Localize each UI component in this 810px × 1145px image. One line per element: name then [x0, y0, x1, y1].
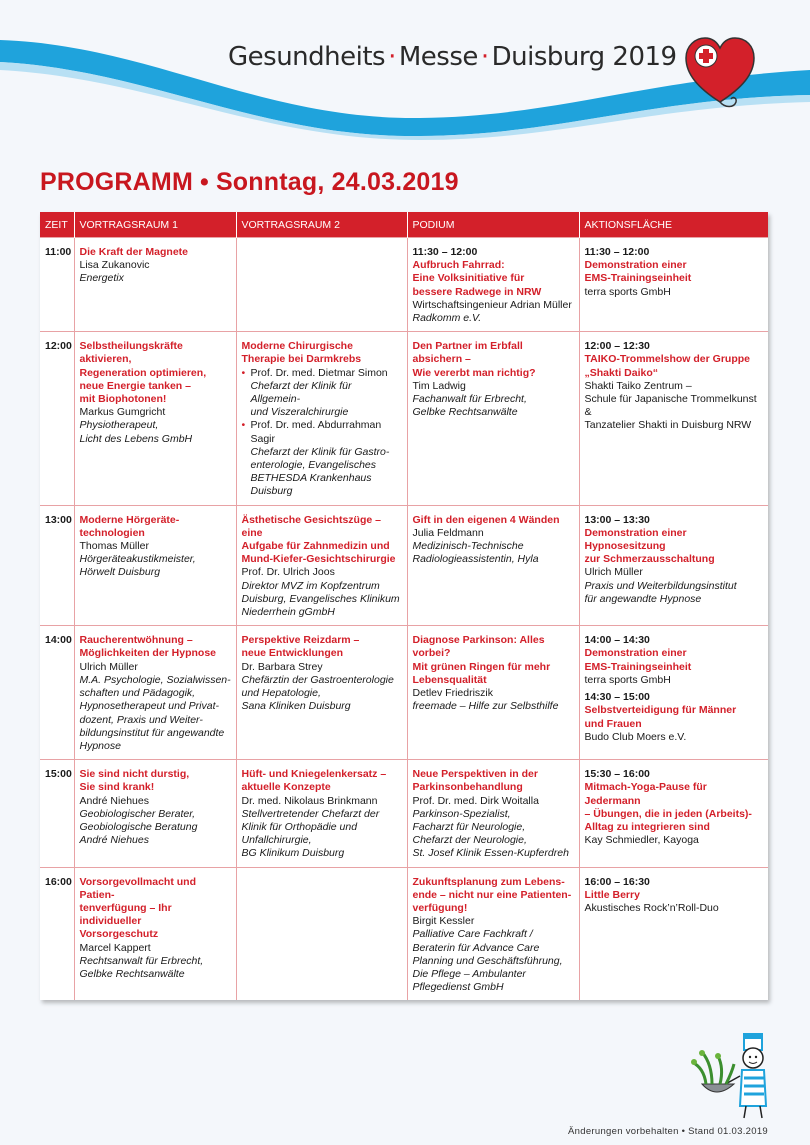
speaker-affiliation: Direktor MVZ im Kopfzentrum	[241, 579, 380, 592]
speaker-affiliation: Facharzt für Neurologie,	[412, 820, 526, 833]
page-title-date: Sonntag, 24.03.2019	[215, 168, 459, 196]
session-title: Moderne Chirurgische	[241, 340, 353, 353]
event-title-part-3: Duisburg 2019	[491, 42, 677, 72]
speaker-name: Dr. med. Nikolaus Brinkmann	[241, 794, 378, 807]
speaker-name: Ulrich Müller	[584, 566, 643, 579]
session-cell-podium	[407, 760, 579, 867]
bullet-icon: •	[241, 419, 246, 432]
mascot-chef-icon	[682, 1028, 774, 1120]
speaker-affiliation: Beraterin für Advance Care	[412, 941, 540, 954]
session-cell-podium	[407, 332, 579, 505]
column-header-action-area: AKTIONSFLÄCHE	[579, 212, 768, 238]
speaker-affiliation: für angewandte Hypnose	[584, 592, 702, 605]
speaker-affiliation: Duisburg, Evangelisches Klinikum	[241, 592, 400, 605]
speaker-text: BETHESDA Krankenhaus	[250, 472, 372, 485]
speaker-affiliation: schaften und Pädagogik,	[79, 687, 196, 700]
schedule-row	[40, 332, 768, 505]
speaker-affiliation: bildungsinstitut für angewandte	[79, 726, 225, 739]
session-title: Mit grünen Ringen für mehr	[412, 660, 551, 673]
session-title: Ästhetische Gesichtszüge – eine	[241, 513, 381, 539]
program-table	[40, 212, 768, 1000]
speaker-affiliation: Hypnose	[79, 739, 121, 752]
speaker-affiliation: Klinik für Orthopädie und	[241, 820, 358, 833]
speaker-name: terra sports GmbH	[584, 285, 671, 298]
speaker-affiliation: Medizinisch-Technische	[412, 540, 524, 553]
time-slot: 12:00	[40, 332, 74, 505]
speaker-affiliation: Niederrhein gGmbH	[241, 606, 335, 619]
speaker-affiliation: Rechtsanwalt für Erbrecht,	[79, 954, 204, 967]
session-cell-podium	[407, 867, 579, 1000]
session-cell-action-area	[579, 760, 768, 867]
session-title: Eine Volksinitiative für	[412, 272, 525, 285]
speaker-name: Markus Gumgricht	[79, 406, 166, 419]
session-title: Mitmach-Yoga-Pause für Jedermann	[584, 781, 707, 807]
speaker-affiliation: Parkinson-Spezialist,	[412, 807, 511, 820]
session-time: 12:00 – 12:30	[584, 340, 650, 353]
schedule-row	[40, 505, 768, 626]
session-cell-room-1	[74, 332, 236, 505]
speaker-affiliation: Radiologieassistentin, Hyla	[412, 553, 539, 566]
session-title: mit Biophotonen!	[79, 393, 167, 406]
speaker-affiliation: Fachanwalt für Erbrecht,	[412, 393, 527, 406]
footer-note: Änderungen vorbehalten • Stand 01.03.2019	[568, 1126, 768, 1137]
speaker-name: Akustisches Rock’n’Roll-Duo	[584, 901, 719, 914]
speaker-name: Thomas Müller	[79, 540, 149, 553]
session-title: Perspektive Reizdarm –	[241, 634, 360, 647]
event-title-separator-1: ·	[388, 42, 396, 72]
speaker-text: Duisburg	[250, 485, 293, 498]
speaker-name: Julia Feldmann	[412, 526, 484, 539]
session-title: Vorsorgevollmacht und Patien-	[79, 875, 196, 901]
speaker-name: Tanzatelier Shakti in Duisburg NRW	[584, 419, 752, 432]
speaker-affiliation: Gelbke Rechtsanwälte	[79, 967, 185, 980]
session-title: neue Entwicklungen	[241, 647, 344, 660]
speaker-name: Marcel Kappert	[79, 941, 151, 954]
speaker-affiliation: Physiotherapeut,	[79, 419, 159, 432]
column-header-room-1: VORTRAGSRAUM 1	[74, 212, 236, 238]
speaker-text: und Viszeralchirurgie	[250, 406, 349, 419]
session-cell-room-2	[236, 867, 407, 1000]
session-cell-room-2	[236, 238, 407, 332]
session-cell-action-area	[579, 505, 768, 626]
session-title: Die Kraft der Magnete	[79, 246, 189, 258]
speaker-name: Kay Schmiedler, Kayoga	[584, 834, 699, 847]
session-cell-podium	[407, 238, 579, 332]
session-title: und Frauen	[584, 717, 642, 730]
session-title: aktuelle Konzepte	[241, 781, 331, 794]
session-title: EMS-Trainingseinheit	[584, 660, 692, 673]
session-time: 14:00 – 14:30	[584, 634, 650, 647]
speaker-text: Chefarzt der Klinik für Allgemein-	[250, 379, 352, 406]
session-cell-action-area	[579, 626, 768, 760]
session-title: zur Schmerzausschaltung	[584, 553, 715, 566]
speaker-bullet-name	[242, 419, 403, 445]
speaker-affiliation: Chefärztin der Gastroenterologie	[241, 673, 394, 686]
session-cell-room-2	[236, 626, 407, 760]
session-title: Demonstration einer	[584, 259, 687, 272]
session-title: Aufbruch Fahrrad:	[412, 259, 505, 272]
speaker-bullet-affiliation	[242, 380, 403, 406]
speaker-bullet-name	[242, 367, 403, 380]
session-cell-podium	[407, 626, 579, 760]
session-cell-room-2	[236, 332, 407, 505]
session-title: ende – nicht nur eine Patienten-	[412, 888, 572, 901]
speaker-affiliation: Gelbke Rechtsanwälte	[412, 406, 518, 419]
session-title: Mund-Kiefer-Gesichtschirurgie	[241, 553, 396, 566]
speaker-name: Schule für Japanische Trommelkunst &	[584, 393, 757, 419]
speaker-affiliation: Chefarzt der Neurologie,	[412, 834, 527, 847]
speaker-affiliation: dozent, Praxis und Weiter-	[79, 713, 203, 726]
speaker-affiliation: freemade – Hilfe zur Selbsthilfe	[412, 700, 559, 713]
session-cell-room-1	[74, 867, 236, 1000]
session-title: EMS-Trainingseinheit	[584, 272, 692, 285]
session-title: Demonstration einer Hypnosesitzung	[584, 526, 687, 553]
session-title: TAIKO-Trommelshow der Gruppe	[584, 353, 750, 366]
page-title	[40, 168, 459, 197]
session-cell-podium	[407, 505, 579, 626]
session-title: Lebensqualität	[412, 673, 487, 686]
session-title: Sie sind krank!	[79, 781, 155, 794]
session-time: 16:00 – 16:30	[584, 875, 650, 888]
speaker-affiliation: Die Pflege – Ambulanter	[412, 967, 526, 980]
time-slot: 15:00	[40, 760, 74, 867]
speaker-affiliation: Stellvertretender Chefarzt der	[241, 807, 380, 820]
session-title: Diagnose Parkinson: Alles vorbei?	[412, 634, 545, 660]
session-title: tenverfügung – Ihr individueller	[79, 901, 172, 928]
session-title: neue Energie tanken –	[79, 379, 191, 392]
schedule-row	[40, 867, 768, 1000]
session-title: Zukunftsplanung zum Lebens-	[412, 875, 565, 888]
speaker-name: Dr. Barbara Strey	[241, 660, 323, 673]
session-title: Sie sind nicht durstig,	[79, 768, 190, 781]
event-title-separator-2: ·	[480, 42, 489, 72]
session-title: Alltag zu integrieren sind	[584, 820, 710, 833]
page-title-program: PROGRAMM	[40, 168, 193, 196]
speaker-affiliation: M.A. Psychologie, Sozialwissen-	[79, 673, 231, 686]
time-slot: 13:00	[40, 505, 74, 626]
speaker-bullet-affiliation	[242, 459, 403, 472]
session-title: „Shakti Daiko“	[584, 366, 659, 379]
session-title: Selbstverteidigung für Männer	[584, 704, 737, 717]
session-title: Neue Perspektiven in der	[412, 768, 538, 781]
speaker-affiliation: Geobiologischer Berater,	[79, 807, 196, 820]
event-title-part-1: Gesundheits	[228, 42, 386, 72]
session-time: 14:30 – 15:00	[584, 691, 650, 704]
speaker-name: Budo Club Moers e.V.	[584, 730, 687, 743]
speaker-affiliation: André Niehues	[79, 834, 149, 847]
speaker-name: Prof. Dr. Ulrich Joos	[241, 566, 335, 579]
schedule-row	[40, 760, 768, 867]
session-cell-room-2	[236, 505, 407, 626]
schedule-grid	[40, 212, 768, 1000]
speaker-bullet-affiliation	[242, 406, 403, 419]
session-title: technologien	[79, 526, 145, 539]
session-cell-room-1	[74, 238, 236, 332]
column-header-podium: PODIUM	[407, 212, 579, 238]
speaker-name: Wirtschaftsingenieur Adrian Müller	[412, 298, 572, 311]
speaker-affiliation: Licht des Lebens GmbH	[79, 432, 193, 445]
speaker-name: Lisa Zukanovic	[79, 259, 150, 272]
session-title: Den Partner im Erbfall absichern –	[412, 340, 523, 366]
speaker-affiliation: Hypnosetherapeut und Privat-	[79, 700, 219, 713]
speaker-name: Birgit Kessler	[412, 915, 475, 928]
speaker-text: Chefarzt der Klinik für Gastro-	[250, 445, 390, 458]
session-cell-room-1	[74, 626, 236, 760]
session-title: Hüft- und Kniegelenkersatz –	[241, 768, 387, 781]
speaker-affiliation: Pflegedienst GmbH	[412, 981, 504, 994]
speaker-affiliation: Praxis und Weiterbildungsinstitut	[584, 579, 737, 592]
speaker-text: Prof. Dr. med. Abdurrahman Sagir	[250, 419, 382, 445]
speaker-name: terra sports GmbH	[584, 673, 671, 686]
speaker-affiliation: Palliative Care Fachkraft /	[412, 928, 533, 941]
speaker-affiliation: Energetix	[79, 272, 124, 285]
session-cell-action-area	[579, 332, 768, 505]
session-title: Moderne Hörgeräte-	[79, 513, 180, 526]
speaker-affiliation: Unfallchirurgie,	[241, 834, 312, 847]
speaker-bullet-affiliation	[242, 472, 403, 485]
speaker-affiliation: Radkomm e.V.	[412, 312, 482, 325]
speaker-name: André Niehues	[79, 794, 149, 807]
session-title: verfügung!	[412, 901, 468, 914]
session-title: Selbstheilungskräfte aktivieren,	[79, 340, 183, 366]
schedule-row	[40, 626, 768, 760]
session-time: 13:00 – 13:30	[584, 513, 650, 526]
event-title-part-2: Messe	[398, 42, 478, 72]
session-title: Little Berry	[584, 888, 640, 901]
session-cell-action-area	[579, 867, 768, 1000]
speaker-affiliation: Hörwelt Duisburg	[79, 566, 161, 579]
session-cell-room-1	[74, 760, 236, 867]
header-row	[40, 212, 768, 238]
speaker-bullet-affiliation	[242, 446, 403, 459]
speaker-name: Shakti Taiko Zentrum –	[584, 379, 692, 392]
session-time: 11:30 – 12:00	[412, 246, 478, 258]
speaker-name: Ulrich Müller	[79, 660, 138, 673]
time-slot: 11:00	[40, 238, 74, 332]
speaker-text: enterologie, Evangelisches	[250, 459, 376, 472]
schedule-row	[40, 238, 768, 332]
heart-logo-icon	[680, 30, 760, 110]
speaker-affiliation: BG Klinikum Duisburg	[241, 847, 345, 860]
speaker-affiliation: St. Josef Klinik Essen-Kupferdreh	[412, 847, 569, 860]
column-header-time: ZEIT	[40, 212, 74, 238]
speaker-text: Prof. Dr. med. Dietmar Simon	[250, 366, 388, 379]
session-title: Möglichkeiten der Hypnose	[79, 647, 217, 660]
session-cell-room-2	[236, 760, 407, 867]
speaker-affiliation: Hörgeräteakustikmeister,	[79, 553, 196, 566]
session-title: Demonstration einer	[584, 647, 687, 660]
session-cell-action-area	[579, 238, 768, 332]
session-title: Parkinsonbehandlung	[412, 781, 523, 794]
session-cell-room-1	[74, 505, 236, 626]
page-title-separator: •	[199, 168, 209, 196]
time-slot: 14:00	[40, 626, 74, 760]
speaker-name: Tim Ladwig	[412, 379, 466, 392]
session-title: Gift in den eigenen 4 Wänden	[412, 513, 560, 526]
session-title: – Übungen, die in jeden (Arbeits)-	[584, 807, 752, 820]
speaker-affiliation: Planning und Geschäftsführung,	[412, 954, 563, 967]
session-title: bessere Radwege in NRW	[412, 285, 542, 298]
column-header-room-2: VORTRAGSRAUM 2	[236, 212, 407, 238]
session-title: Aufgabe für Zahnmedizin und	[241, 540, 390, 553]
session-title: Vorsorgeschutz	[79, 928, 159, 941]
session-title: Therapie bei Darmkrebs	[241, 353, 362, 366]
session-title: Raucherentwöhnung –	[79, 634, 193, 647]
session-title: Wie vererbt man richtig?	[412, 366, 536, 379]
speaker-name: Detlev Friedriszik	[412, 687, 494, 700]
session-time: 11:30 – 12:00	[584, 246, 650, 258]
speaker-name: Prof. Dr. med. Dirk Woitalla	[412, 794, 539, 807]
speaker-bullet-affiliation	[242, 485, 403, 498]
session-time: 15:30 – 16:00	[584, 768, 650, 781]
speaker-affiliation: Sana Kliniken Duisburg	[241, 700, 351, 713]
speaker-affiliation: Geobiologische Beratung	[79, 820, 198, 833]
speaker-affiliation: und Hepatologie,	[241, 687, 321, 700]
session-title: Regeneration optimieren,	[79, 366, 207, 379]
bullet-icon: •	[241, 366, 246, 379]
time-slot: 16:00	[40, 867, 74, 1000]
event-title	[228, 42, 677, 72]
